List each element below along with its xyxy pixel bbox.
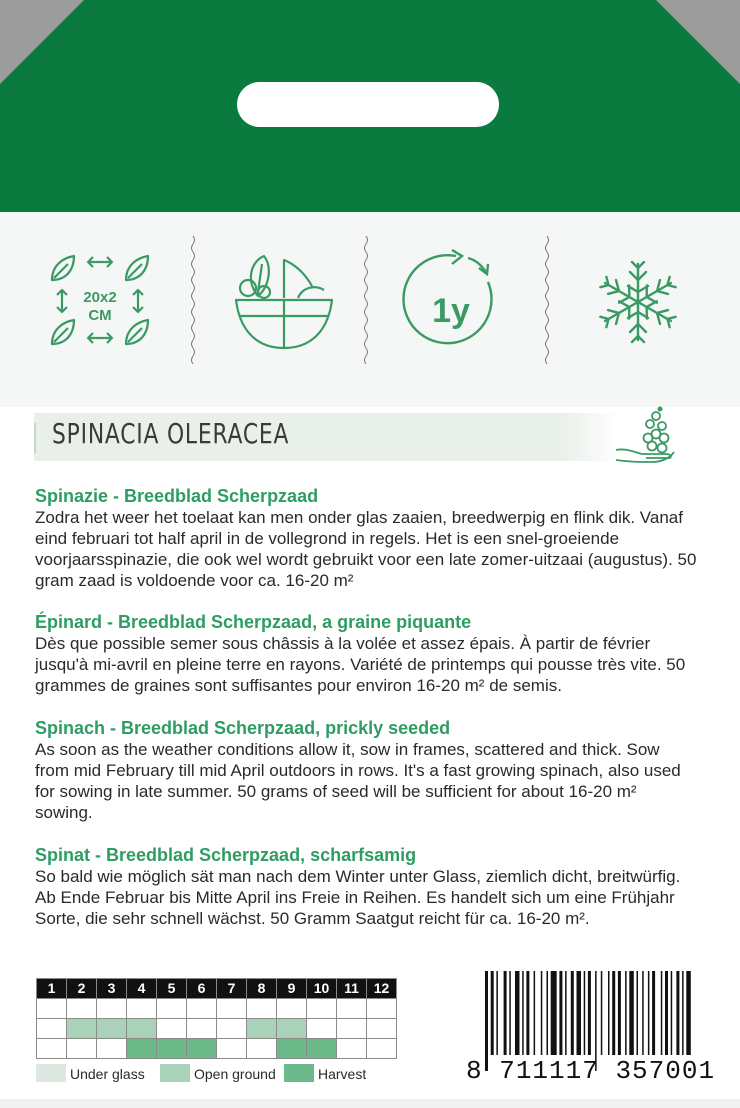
description-title: Spinat - Breedblad Scherpzaad, scharfsamig bbox=[35, 845, 417, 865]
description-title: Spinazie - Breedblad Scherpzaad bbox=[35, 486, 319, 506]
month-header: 3 bbox=[97, 979, 127, 999]
hang-hole bbox=[237, 82, 499, 127]
barcode-bar bbox=[648, 971, 650, 1055]
sowing-calendar bbox=[36, 978, 397, 1059]
barcode-left-group: 711117 bbox=[499, 1056, 599, 1086]
description-en bbox=[35, 717, 697, 823]
legend-swatch bbox=[36, 1064, 66, 1082]
description-title: Spinach - Breedblad Scherpzaad, prickly seeded bbox=[35, 718, 451, 738]
calendar-cell bbox=[367, 999, 397, 1019]
calendar-cell bbox=[67, 999, 97, 1019]
barcode-bar bbox=[584, 971, 586, 1055]
description-body: As soon as the weather conditions allow it, sow in frames, scattered and thick. Sow from mid February till mid April outdoors in rows. It's a fast growing spinach, also used for sowing in late summer. 50 grams of seed will be sufficient for about 16-20 m² sowing. bbox=[35, 740, 681, 822]
calendar-cell bbox=[127, 1019, 157, 1039]
barcode-bar bbox=[601, 971, 603, 1055]
calendar-cell bbox=[37, 999, 67, 1019]
packet-bottom-edge bbox=[0, 1099, 740, 1108]
description-body: Zodra het weer het toelaat kan men onder glas zaaien, breedwerpig en flink dik. Vanaf eind februari tot half april in de vollegrond in regels. Het is een snel-groeiende voorjaarsspinazie, die ook wel wordt gebruikt voor een late zomer-uitzaai (augustus). 50 gram zaad is voldoende voor ca. 16-20 m² bbox=[35, 508, 697, 590]
spacing-leaves-icon bbox=[46, 236, 154, 364]
seeds-in-hand-icon bbox=[612, 404, 678, 466]
calendar-cell bbox=[157, 999, 187, 1019]
month-header: 5 bbox=[157, 979, 187, 999]
barcode-bar bbox=[682, 971, 684, 1055]
barcode-bar bbox=[625, 971, 627, 1055]
calendar-row-harvest bbox=[37, 1039, 397, 1059]
description-body: Dès que possible semer sous châssis à la volée et assez épais. À partir de février jusqu'à mi-avril en pleine terre en rayons. Variété de printemps qui pousse très vite. 50 grammes de graines sont suffisantes pour environ 16-20 m² de semis. bbox=[35, 634, 686, 695]
packet-header bbox=[0, 0, 740, 212]
barcode-bar bbox=[491, 971, 494, 1055]
calendar-cell bbox=[247, 1039, 277, 1059]
calendar-cell bbox=[217, 999, 247, 1019]
barcode-bar bbox=[637, 971, 639, 1055]
calendar-cell bbox=[187, 1019, 217, 1039]
barcode-bar bbox=[577, 971, 582, 1055]
calendar-cell bbox=[367, 1019, 397, 1039]
calendar-cell bbox=[97, 1019, 127, 1039]
barcode-bar bbox=[541, 971, 543, 1055]
legend-swatch bbox=[160, 1064, 190, 1082]
barcode-bar bbox=[571, 971, 574, 1055]
calendar-cell bbox=[217, 1019, 247, 1039]
icon-divider bbox=[363, 236, 369, 364]
calendar-cell bbox=[277, 1019, 307, 1039]
barcode-bar bbox=[534, 971, 536, 1055]
description-de bbox=[35, 844, 697, 929]
annual-cycle-icon bbox=[396, 236, 506, 364]
description-title: Épinard - Breedblad Scherpzaad, a graine piquante bbox=[35, 612, 472, 632]
packet-corner-left bbox=[0, 0, 84, 84]
description-body: So bald wie möglich sät man nach dem Winter unter Glass, ziemlich dicht, breitwürfig. Ab Ende Februar bis Mitte April ins Freie in Reihen. Es handelt sich um eine Frühjahr Sorte, die sehr schnell wächst. 50 Gramm Saatgut reicht für ca. 16-20 m². bbox=[35, 867, 681, 928]
barcode-first-digit: 8 bbox=[466, 1056, 483, 1086]
species-name: SPINACIA OLERACEA bbox=[52, 417, 290, 450]
month-header: 2 bbox=[67, 979, 97, 999]
packet-corner-right bbox=[656, 0, 740, 84]
barcode-right-group: 357001 bbox=[615, 1056, 716, 1086]
calendar-cell bbox=[247, 1019, 277, 1039]
barcode-bar bbox=[515, 971, 520, 1055]
month-header: 9 bbox=[277, 979, 307, 999]
description-nl bbox=[35, 485, 697, 591]
cycle-label: 1y bbox=[432, 292, 470, 330]
calendar-cell bbox=[307, 999, 337, 1019]
legend-swatch bbox=[284, 1064, 314, 1082]
barcode-bar bbox=[629, 971, 634, 1055]
calendar-cell bbox=[67, 1019, 97, 1039]
calendar-cell bbox=[187, 999, 217, 1019]
calendar-cell bbox=[247, 999, 277, 1019]
month-header: 4 bbox=[127, 979, 157, 999]
legend-label: Harvest bbox=[318, 1066, 367, 1082]
calendar-cell bbox=[337, 1039, 367, 1059]
barcode-bar bbox=[642, 971, 644, 1055]
calendar-cell bbox=[217, 1039, 247, 1059]
calendar-cell bbox=[97, 999, 127, 1019]
barcode-bar bbox=[565, 971, 567, 1055]
calendar-cell bbox=[307, 1039, 337, 1059]
barcode-bar bbox=[665, 971, 668, 1055]
barcode-bar bbox=[608, 971, 610, 1055]
month-header: 12 bbox=[367, 979, 397, 999]
barcode-bar bbox=[652, 971, 655, 1055]
barcode-bar bbox=[686, 971, 691, 1055]
calendar-row-open-ground bbox=[37, 1019, 397, 1039]
calendar-cell bbox=[307, 1019, 337, 1039]
calendar-cell bbox=[157, 1019, 187, 1039]
barcode-bar bbox=[612, 971, 615, 1055]
calendar-cell bbox=[367, 1039, 397, 1059]
barcode-bar bbox=[504, 971, 507, 1055]
calendar-cell bbox=[97, 1039, 127, 1059]
barcode-bar bbox=[509, 971, 511, 1055]
icon-divider bbox=[544, 236, 550, 364]
calendar-cell bbox=[337, 999, 367, 1019]
calendar-cell bbox=[277, 1039, 307, 1059]
barcode-bar bbox=[588, 971, 591, 1055]
barcode-bar bbox=[661, 971, 663, 1055]
title-bar-fade bbox=[560, 413, 620, 461]
barcode-bar bbox=[676, 971, 679, 1055]
month-header: 1 bbox=[37, 979, 67, 999]
spacing-size-line2: CM bbox=[88, 307, 112, 324]
calendar-cell bbox=[277, 999, 307, 1019]
icon-divider bbox=[190, 236, 196, 364]
barcode-bar bbox=[526, 971, 529, 1055]
calendar-cell bbox=[37, 1019, 67, 1039]
barcode-bar bbox=[618, 971, 621, 1055]
calendar-cell bbox=[37, 1039, 67, 1059]
barcode-bar bbox=[671, 971, 673, 1055]
barcode-bar bbox=[522, 971, 524, 1055]
barcode-bar bbox=[551, 971, 557, 1055]
calendar-row-under-glass bbox=[37, 999, 397, 1019]
spacing-size-line1: 20x2 bbox=[83, 289, 117, 306]
calendar-cell bbox=[187, 1039, 217, 1059]
calendar-month-row bbox=[37, 979, 397, 999]
barcode-bar bbox=[559, 971, 562, 1055]
legend-label: Under glass bbox=[70, 1066, 145, 1082]
calendar-cell bbox=[67, 1039, 97, 1059]
calendar-cell bbox=[157, 1039, 187, 1059]
month-header: 7 bbox=[217, 979, 247, 999]
calendar-cell bbox=[127, 1039, 157, 1059]
barcode-number bbox=[466, 1056, 715, 1086]
barcode-bar bbox=[496, 971, 498, 1055]
month-header: 8 bbox=[247, 979, 277, 999]
calendar-cell bbox=[127, 999, 157, 1019]
snowflake-icon bbox=[596, 236, 680, 364]
month-header: 6 bbox=[187, 979, 217, 999]
barcode-bar bbox=[547, 971, 549, 1055]
month-header: 10 bbox=[307, 979, 337, 999]
vegetable-bowl-icon bbox=[228, 236, 340, 364]
month-header: 11 bbox=[337, 979, 367, 999]
calendar-cell bbox=[337, 1019, 367, 1039]
description-fr bbox=[35, 611, 697, 696]
legend-label: Open ground bbox=[194, 1066, 276, 1082]
